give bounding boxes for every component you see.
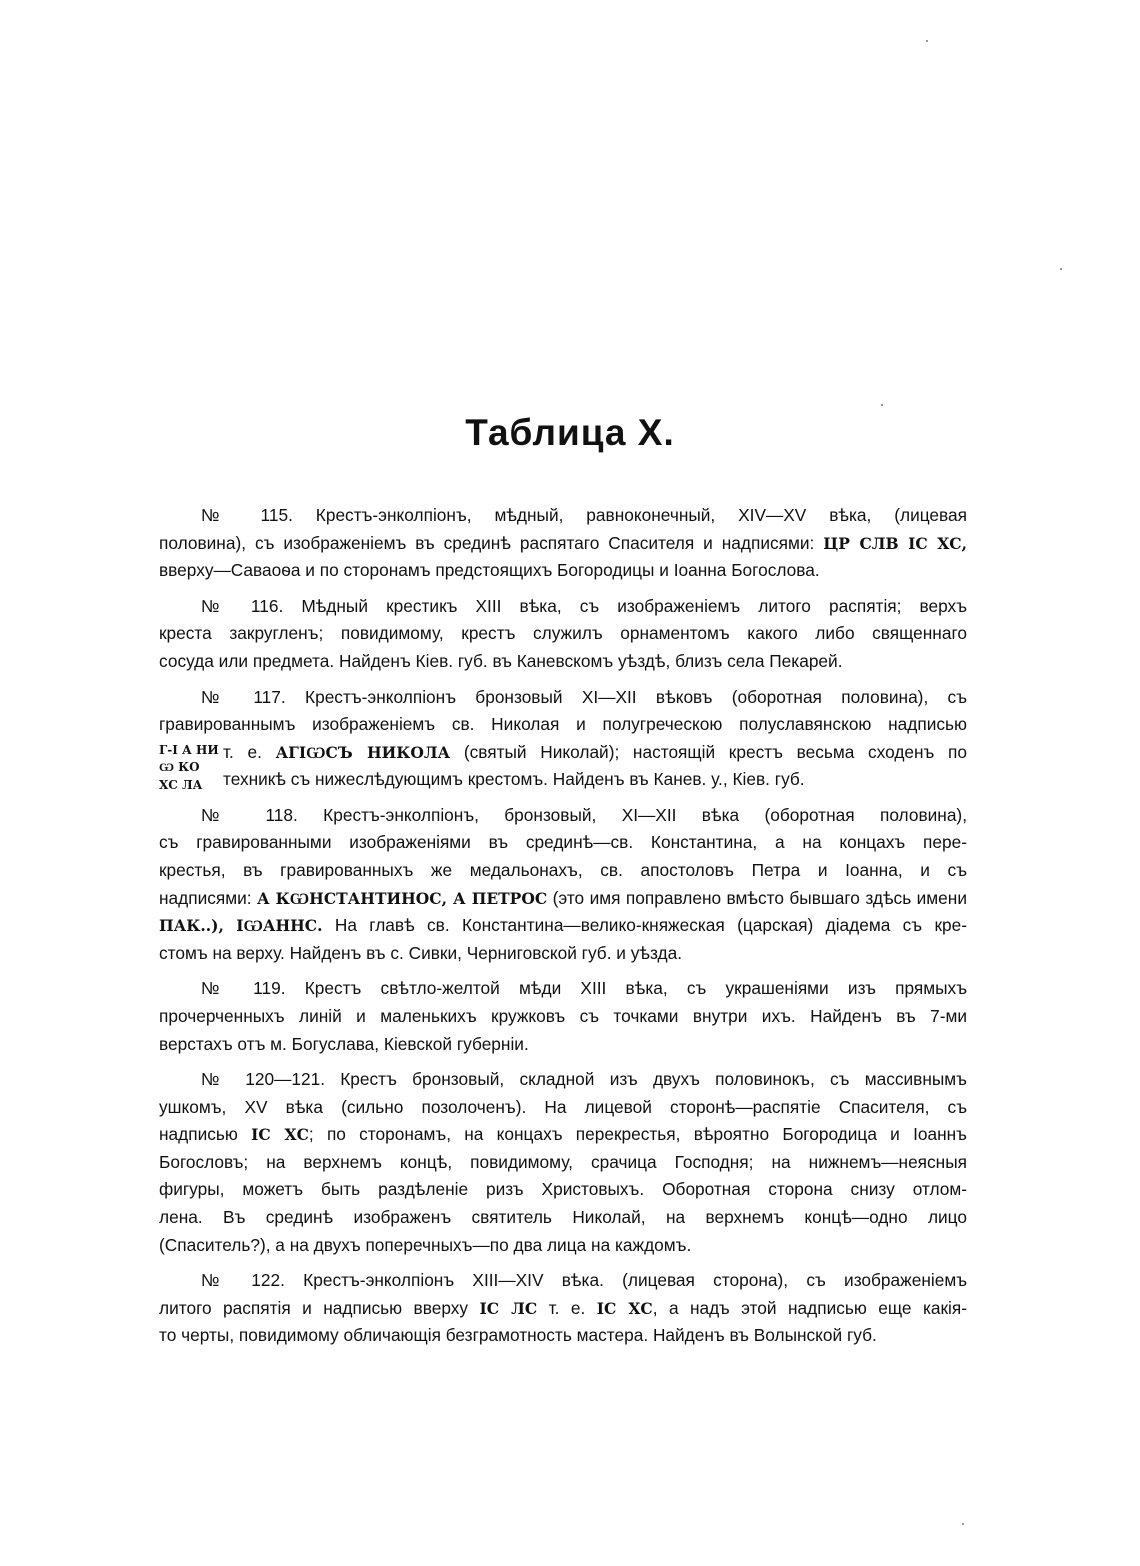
old-slavonic-inscription: АГІѠСЪ НИКОЛА	[275, 742, 451, 762]
entry-120-line-6: лена. Въ срединѣ изображенъ святитель Николай, на верхнемъ концѣ—одно лицо	[159, 1207, 967, 1228]
entry-116-line-1: № 116. Мѣдный крестикъ XIII вѣка, съ изображеніемъ литого распятія; верхъ	[201, 595, 967, 616]
scan-speck	[926, 40, 928, 42]
old-slavonic-inscription: ЦР СЛВ ІС ХС,	[823, 533, 968, 553]
entry-120-line-3a: надписью	[159, 1124, 238, 1145]
entry-117-line-3	[223, 739, 967, 767]
entry-115-line-1: № 115. Крестъ-энколпіонъ, мѣдный, равноконечный, XIV—XV вѣка, (лицевая	[201, 505, 967, 525]
entry-117	[159, 684, 967, 794]
entry-120-line-3b: ; по сторонамъ, на концахъ перекрестья, вѣроятно Богородица и Іоаннъ	[308, 1124, 967, 1145]
entry-116	[159, 593, 967, 676]
entry-120-line-7: (Спаситель?), а на двухъ поперечныхъ—по два лица на каждомъ.	[159, 1234, 692, 1255]
entry-118-line-3: крестья, въ гравированныхъ же медальонахъ, св. апостоловъ Петра и Іоанна, и съ	[159, 859, 967, 880]
entry-115	[159, 502, 967, 585]
entry-119	[159, 975, 967, 1058]
entry-120-line-5: фигуры, можетъ быть раздѣленіе ризъ Христовыхъ. Оборотная сторона снизу отлом-	[159, 1179, 967, 1200]
entry-120-121	[159, 1066, 967, 1259]
inscription-box-row: Ѡ КО	[159, 760, 200, 775]
inscription-box	[159, 739, 223, 794]
entry-122-line-1: № 122. Крестъ-энколпіонъ XIII—XIV вѣка. (лицевая сторона), съ изображеніемъ	[201, 1270, 967, 1291]
entry-117-inscription-block	[159, 739, 967, 794]
entry-117-line-3a: т. е.	[223, 741, 262, 762]
entry-118-line-5	[159, 912, 967, 940]
entry-117-line-2: гравированнымъ изображеніемъ св. Николая и полугреческою полуславянскою надписью	[159, 714, 967, 735]
entry-117-line-4: техникѣ съ нижеслѣдующимъ крестомъ. Найденъ въ Канев. у., Кіев. губ.	[223, 769, 805, 790]
old-slavonic-inscription: ПАК..),	[159, 916, 224, 936]
entry-120-line-3	[159, 1121, 967, 1149]
entry-120-line-4: Богословъ; на верхнемъ концѣ, повидимому, срачица Господня; на нижнемъ—неясныя	[159, 1151, 967, 1172]
old-slavonic-inscription: ІС ХС	[251, 1125, 309, 1145]
entry-115-line-3: вверху—Саваоѳа и по сторонамъ предстоящихъ Богородицы и Іоанна Богослова.	[159, 560, 820, 581]
entries-list	[159, 502, 967, 1358]
entry-122-line-2c: , а надъ этой надписью еще какія-	[652, 1297, 968, 1318]
old-slavonic-inscription: А КѠНСТАНТИНОС, А ПЕТРОС	[257, 888, 548, 908]
inscription-box-row: ХС ЛА	[159, 777, 203, 792]
entry-117-line-3b: (святый Николай); настоящій крестъ весьма сходенъ по	[463, 741, 967, 762]
entry-122-line-2	[159, 1295, 967, 1323]
entry-115-line-2-text: половина), съ изображеніемъ въ срединѣ распятаго Спасителя и надписями:	[159, 532, 815, 553]
scan-speck	[881, 404, 883, 406]
entry-120-line-2: ушкомъ, XV вѣка (сильно позолоченъ). На лицевой сторонѣ—распятіе Спасителя, съ	[159, 1096, 967, 1117]
entry-116-line-3: сосуда или предмета. Найденъ Кіев. губ. въ Каневскомъ уѣздѣ, близъ села Пекарей.	[159, 650, 843, 671]
entry-119-line-1: № 119. Крестъ свѣтло-желтой мѣди XIII вѣка, съ украшеніями изъ прямыхъ	[201, 978, 967, 999]
entry-122	[159, 1267, 967, 1350]
entry-122-line-3: то черты, повидимому обличающія безграмотность мастера. Найденъ въ Волынской губ.	[159, 1325, 877, 1346]
entry-119-line-3: верстахъ отъ м. Богуслава, Кіевской губерніи.	[159, 1033, 529, 1054]
entry-118-line-4a: надписями:	[159, 887, 252, 908]
entry-118-line-2: съ гравированными изображеніями въ срединѣ—св. Константина, а на концахъ пере-	[159, 832, 967, 853]
entry-118-line-4	[159, 885, 967, 913]
entry-118-line-5b: На главѣ св. Константина—велико-княжеская (царская) діадема съ кре-	[334, 915, 967, 936]
entry-120-line-1: № 120—121. Крестъ бронзовый, складной изъ двухъ половинокъ, съ массивнымъ	[201, 1069, 967, 1090]
entry-116-line-2: креста закругленъ; повидимому, крестъ служилъ орнаментомъ какого либо священнаго	[159, 623, 967, 644]
entry-119-line-2: прочерченныхъ линій и маленькихъ кружковъ съ точками внутри ихъ. Найденъ въ 7-ми	[159, 1005, 967, 1026]
page-title: Таблица X.	[465, 412, 675, 453]
entry-122-line-2b: т. е.	[548, 1297, 586, 1318]
entry-117-line-1: № 117. Крестъ-энколпіонъ бронзовый XI—XII вѣковъ (оборотная половина), съ	[201, 686, 967, 707]
entry-122-line-2a: литого распятія и надписью вверху	[159, 1297, 469, 1318]
entry-118	[159, 802, 967, 968]
scan-speck	[962, 1523, 964, 1525]
inscription-box-row: Г-І А НИ	[159, 742, 219, 757]
entry-115-line-2	[159, 530, 967, 558]
old-slavonic-inscription: ІС ХС	[596, 1298, 653, 1318]
scan-speck	[1060, 268, 1062, 270]
entry-118-line-6: стомъ на верху. Найденъ въ с. Сивки, Черниговской губ. и уѣзда.	[159, 942, 683, 963]
old-slavonic-inscription: ІС ЛС	[479, 1298, 538, 1318]
entry-118-line-1: № 118. Крестъ-энколпіонъ, бронзовый, XI—XII вѣка (оборотная половина),	[201, 804, 967, 825]
old-slavonic-inscription: ІѠАННС.	[236, 916, 323, 936]
entry-118-line-4b: (это имя поправлено вмѣсто бывшаго здѣсь имени	[552, 887, 967, 908]
inscription-box-text	[223, 739, 967, 794]
